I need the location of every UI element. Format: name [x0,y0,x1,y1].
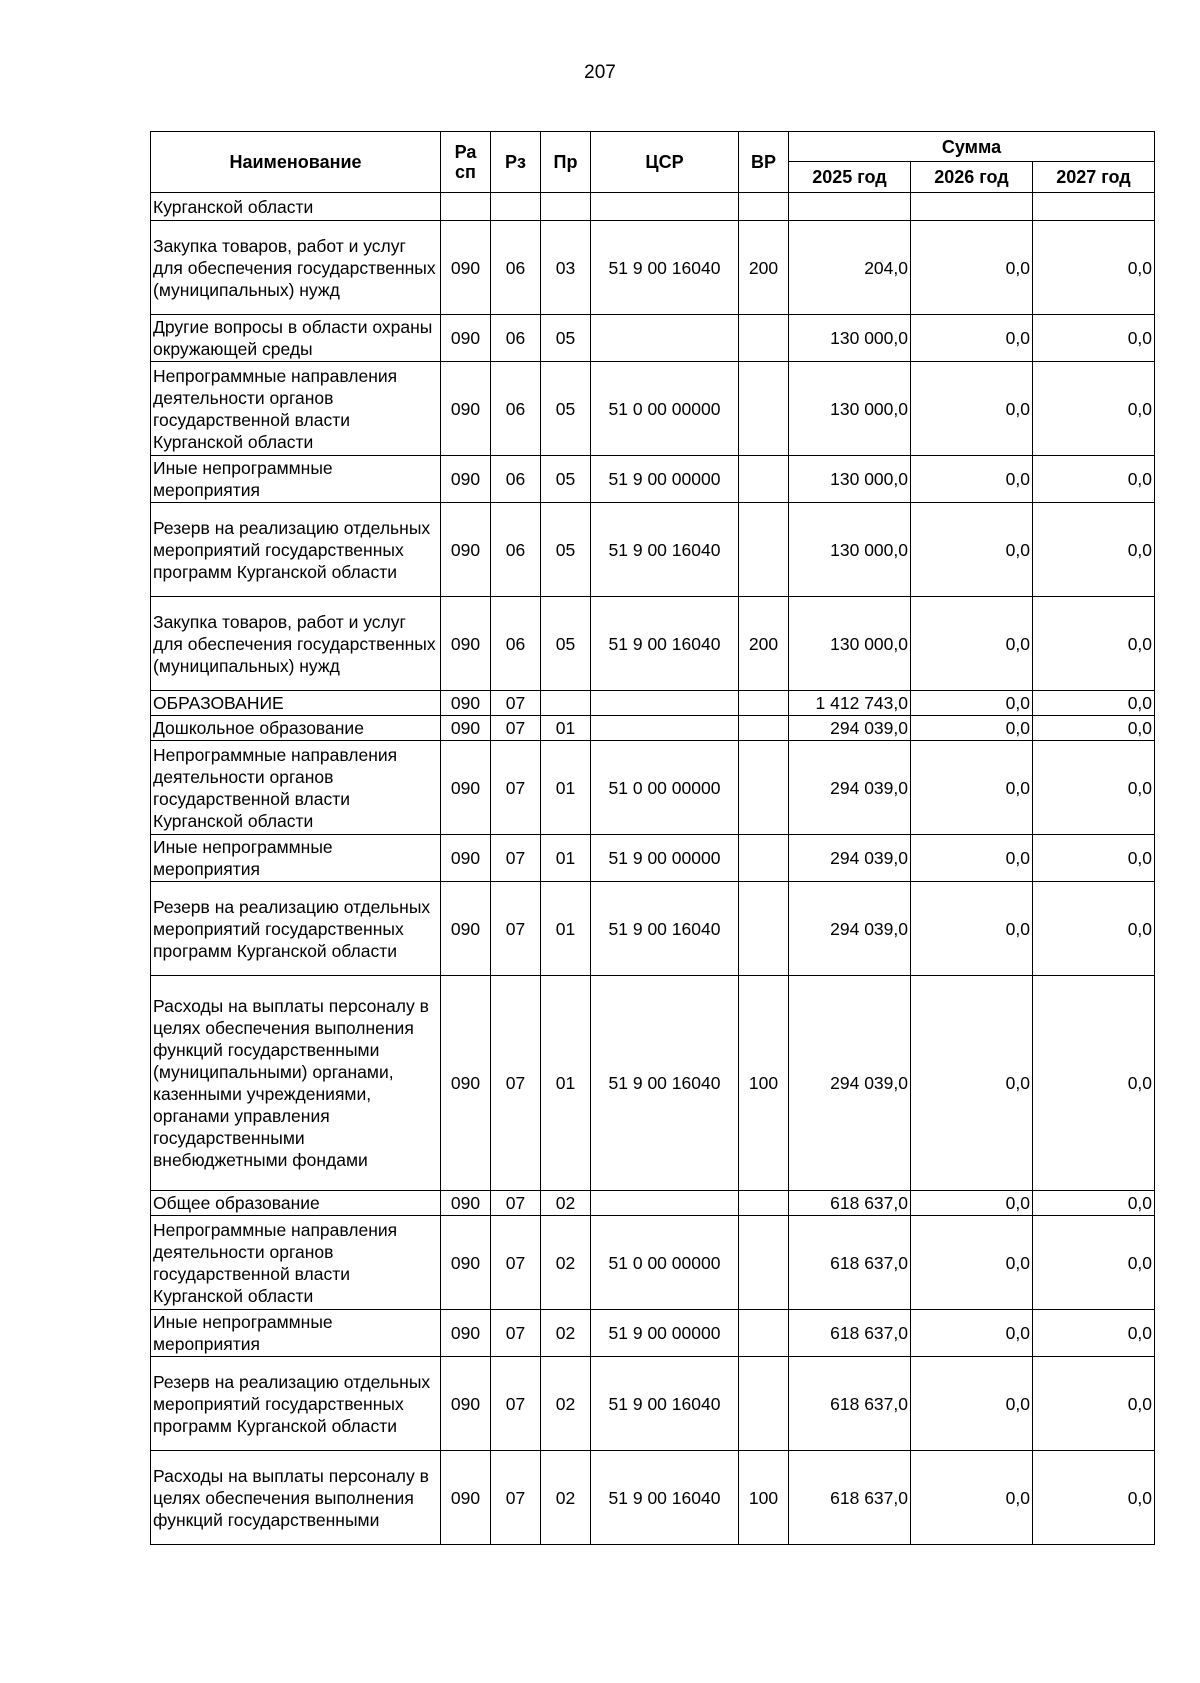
cell-vr [739,193,789,221]
cell-2026: 0,0 [911,1310,1033,1357]
cell-rz: 06 [491,315,541,362]
cell-name: Резерв на реализацию отдельных мероприятий государственных программ Курганской области [151,882,441,976]
cell-2025: 618 637,0 [789,1310,911,1357]
cell-2026: 0,0 [911,976,1033,1191]
cell-2026: 0,0 [911,503,1033,597]
cell-rz: 06 [491,503,541,597]
cell-2026: 0,0 [911,835,1033,882]
table-row [151,362,1155,456]
cell-name: Общее образование [151,1191,441,1216]
cell-2027: 0,0 [1033,716,1155,741]
cell-2026: 0,0 [911,691,1033,716]
header-2025: 2025 год [789,162,911,193]
cell-csr: 51 9 00 16040 [591,221,739,315]
cell-name: Закупка товаров, работ и услуг для обеспечения государственных (муниципальных) нужд [151,597,441,691]
cell-rasp: 090 [441,315,491,362]
cell-csr: 51 9 00 16040 [591,882,739,976]
cell-name: Непрограммные направления деятельности органов государственной власти Курганской области [151,1216,441,1310]
page-number: 207 [584,62,616,83]
cell-pr [541,691,591,716]
cell-csr: 51 9 00 16040 [591,1451,739,1545]
cell-vr [739,882,789,976]
header-csr: ЦСР [591,132,739,193]
cell-rasp: 090 [441,835,491,882]
cell-vr: 100 [739,1451,789,1545]
cell-name: Резерв на реализацию отдельных мероприятий государственных программ Курганской области [151,503,441,597]
cell-pr: 03 [541,221,591,315]
cell-name: Иные непрограммные мероприятия [151,456,441,503]
cell-vr [739,1191,789,1216]
cell-2025: 618 637,0 [789,1191,911,1216]
cell-csr: 51 0 00 00000 [591,1216,739,1310]
cell-2027: 0,0 [1033,691,1155,716]
cell-2027: 0,0 [1033,456,1155,503]
cell-2026: 0,0 [911,456,1033,503]
cell-2025: 294 039,0 [789,882,911,976]
cell-rz: 07 [491,691,541,716]
header-sum: Сумма [789,132,1155,162]
table-row [151,882,1155,976]
cell-2027: 0,0 [1033,315,1155,362]
cell-2027 [1033,193,1155,221]
table-body [151,193,1155,1545]
cell-2025 [789,193,911,221]
header-rasp [441,132,491,193]
cell-2026: 0,0 [911,597,1033,691]
cell-name: Другие вопросы в области охраны окружающей среды [151,315,441,362]
cell-2025: 1 412 743,0 [789,691,911,716]
cell-vr [739,741,789,835]
cell-name: Расходы на выплаты персоналу в целях обеспечения выполнения функций государственными (муниципальными) органами, казенными учреждениями, органами управления государственными внебюджетными фондами [151,976,441,1191]
cell-2027: 0,0 [1033,1451,1155,1545]
cell-rz: 06 [491,221,541,315]
table-row [151,1451,1155,1545]
cell-csr [591,716,739,741]
cell-rasp: 090 [441,1191,491,1216]
header-2026: 2026 год [911,162,1033,193]
cell-rasp: 090 [441,597,491,691]
cell-2026: 0,0 [911,315,1033,362]
cell-vr [739,1357,789,1451]
cell-2027: 0,0 [1033,1216,1155,1310]
cell-name: Непрограммные направления деятельности органов государственной власти Курганской области [151,741,441,835]
cell-vr: 100 [739,976,789,1191]
cell-pr: 02 [541,1451,591,1545]
cell-2025: 130 000,0 [789,456,911,503]
cell-name: ОБРАЗОВАНИЕ [151,691,441,716]
cell-pr: 02 [541,1216,591,1310]
cell-vr: 200 [739,221,789,315]
cell-2025: 130 000,0 [789,597,911,691]
cell-rasp [441,193,491,221]
header-rasp-line2: сп [455,162,476,182]
cell-rz: 07 [491,1357,541,1451]
budget-table [150,131,1155,1545]
cell-pr: 02 [541,1191,591,1216]
cell-2027: 0,0 [1033,741,1155,835]
cell-vr [739,315,789,362]
cell-2025: 294 039,0 [789,716,911,741]
cell-2026 [911,193,1033,221]
cell-rasp: 090 [441,456,491,503]
cell-name: Иные непрограммные мероприятия [151,1310,441,1357]
cell-pr: 01 [541,835,591,882]
header-2027: 2027 год [1033,162,1155,193]
cell-rz: 07 [491,1191,541,1216]
cell-2025: 294 039,0 [789,976,911,1191]
cell-2027: 0,0 [1033,362,1155,456]
table-row [151,221,1155,315]
cell-2027: 0,0 [1033,221,1155,315]
cell-2025: 618 637,0 [789,1216,911,1310]
cell-vr [739,503,789,597]
cell-csr: 51 9 00 00000 [591,835,739,882]
cell-2027: 0,0 [1033,597,1155,691]
cell-name: Закупка товаров, работ и услуг для обеспечения государственных (муниципальных) нужд [151,221,441,315]
cell-2027: 0,0 [1033,1357,1155,1451]
table-row [151,1216,1155,1310]
cell-csr [591,691,739,716]
cell-csr: 51 9 00 16040 [591,597,739,691]
cell-rz: 07 [491,1310,541,1357]
cell-2026: 0,0 [911,1451,1033,1545]
table-row [151,1191,1155,1216]
table-row [151,691,1155,716]
cell-2026: 0,0 [911,716,1033,741]
cell-2027: 0,0 [1033,835,1155,882]
cell-2025: 130 000,0 [789,315,911,362]
cell-rz: 07 [491,882,541,976]
cell-name: Дошкольное образование [151,716,441,741]
table-row [151,597,1155,691]
cell-csr: 51 0 00 00000 [591,362,739,456]
cell-pr: 05 [541,597,591,691]
cell-rz: 07 [491,976,541,1191]
cell-rasp: 090 [441,1451,491,1545]
cell-2025: 130 000,0 [789,503,911,597]
cell-2026: 0,0 [911,221,1033,315]
cell-name: Непрограммные направления деятельности органов государственной власти Курганской области [151,362,441,456]
cell-csr [591,315,739,362]
cell-csr: 51 9 00 16040 [591,1357,739,1451]
cell-pr: 01 [541,882,591,976]
cell-rasp: 090 [441,976,491,1191]
cell-csr [591,193,739,221]
header-rz: Рз [491,132,541,193]
cell-2026: 0,0 [911,1357,1033,1451]
cell-vr [739,835,789,882]
cell-csr: 51 9 00 00000 [591,456,739,503]
table-row [151,1357,1155,1451]
cell-2025: 618 637,0 [789,1451,911,1545]
cell-2026: 0,0 [911,882,1033,976]
cell-name: Курганской области [151,193,441,221]
cell-csr [591,1191,739,1216]
cell-rasp: 090 [441,1216,491,1310]
cell-rz: 07 [491,1216,541,1310]
cell-csr: 51 9 00 00000 [591,1310,739,1357]
cell-2027: 0,0 [1033,1191,1155,1216]
cell-2026: 0,0 [911,1216,1033,1310]
cell-rasp: 090 [441,1357,491,1451]
cell-pr: 05 [541,503,591,597]
cell-name: Иные непрограммные мероприятия [151,835,441,882]
cell-vr [739,1216,789,1310]
table-row [151,503,1155,597]
cell-rasp: 090 [441,691,491,716]
table-row [151,193,1155,221]
cell-2027: 0,0 [1033,882,1155,976]
table-row [151,976,1155,1191]
cell-2027: 0,0 [1033,976,1155,1191]
cell-rz: 07 [491,741,541,835]
cell-pr: 02 [541,1310,591,1357]
table-row [151,315,1155,362]
cell-rz: 07 [491,835,541,882]
cell-vr [739,362,789,456]
cell-rz: 07 [491,716,541,741]
cell-vr [739,716,789,741]
cell-vr [739,691,789,716]
cell-2026: 0,0 [911,362,1033,456]
table-row [151,716,1155,741]
cell-rz: 06 [491,362,541,456]
cell-csr: 51 9 00 16040 [591,976,739,1191]
table-row [151,1310,1155,1357]
cell-vr: 200 [739,597,789,691]
cell-rz: 06 [491,597,541,691]
cell-pr [541,193,591,221]
cell-pr: 01 [541,976,591,1191]
cell-2025: 618 637,0 [789,1357,911,1451]
header-name: Наименование [151,132,441,193]
cell-csr: 51 0 00 00000 [591,741,739,835]
cell-2025: 294 039,0 [789,741,911,835]
cell-rasp: 090 [441,362,491,456]
cell-rasp: 090 [441,1310,491,1357]
cell-2025: 204,0 [789,221,911,315]
cell-pr: 01 [541,741,591,835]
cell-rz: 06 [491,456,541,503]
table-row [151,835,1155,882]
cell-pr: 05 [541,315,591,362]
cell-2025: 130 000,0 [789,362,911,456]
cell-pr: 01 [541,716,591,741]
cell-2027: 0,0 [1033,503,1155,597]
table-row [151,741,1155,835]
cell-rasp: 090 [441,221,491,315]
cell-2025: 294 039,0 [789,835,911,882]
cell-rasp: 090 [441,503,491,597]
cell-rz: 07 [491,1451,541,1545]
cell-rasp: 090 [441,882,491,976]
cell-rz [491,193,541,221]
cell-name: Резерв на реализацию отдельных мероприятий государственных программ Курганской области [151,1357,441,1451]
cell-name: Расходы на выплаты персоналу в целях обеспечения выполнения функций государственными [151,1451,441,1545]
cell-rasp: 090 [441,741,491,835]
cell-pr: 05 [541,362,591,456]
header-pr: Пр [541,132,591,193]
cell-2027: 0,0 [1033,1310,1155,1357]
cell-pr: 05 [541,456,591,503]
cell-2026: 0,0 [911,741,1033,835]
table-row [151,456,1155,503]
cell-vr [739,456,789,503]
cell-pr: 02 [541,1357,591,1451]
header-rasp-line1: Ра [454,142,477,162]
cell-csr: 51 9 00 16040 [591,503,739,597]
cell-vr [739,1310,789,1357]
cell-rasp: 090 [441,716,491,741]
cell-2026: 0,0 [911,1191,1033,1216]
header-vr: ВР [739,132,789,193]
